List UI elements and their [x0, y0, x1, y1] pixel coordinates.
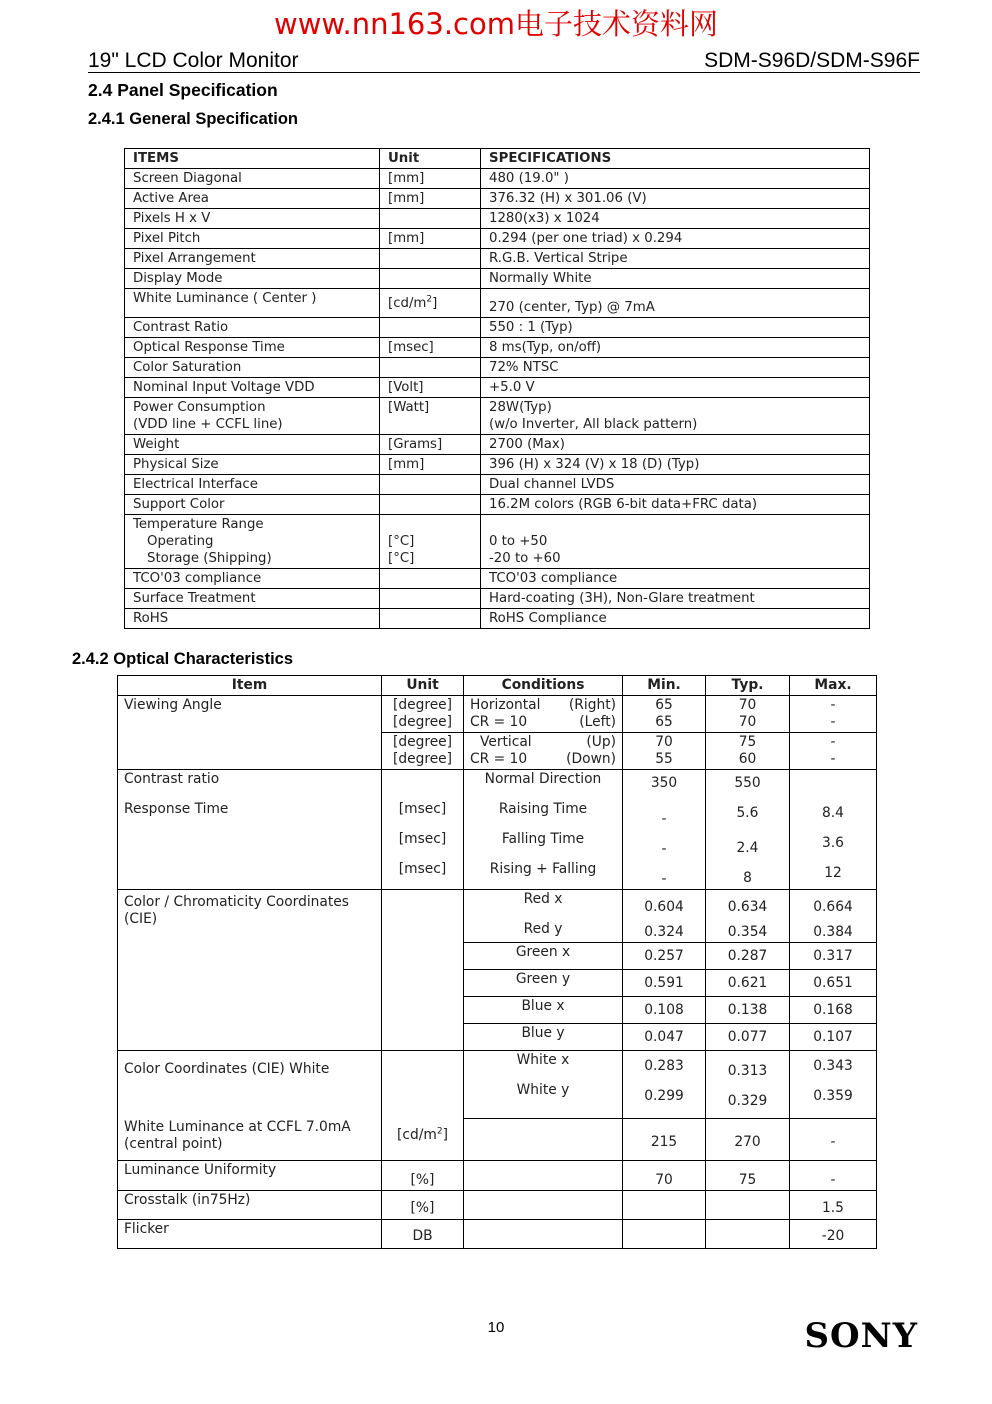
col-max: Max.: [790, 676, 877, 696]
spec-unit: [380, 249, 481, 269]
chroma-cond: Blue x: [464, 997, 623, 1024]
spec-item: Electrical Interface: [125, 475, 380, 495]
chroma-min: 0.591: [623, 970, 706, 997]
spec-value: 550 : 1 (Typ): [481, 318, 870, 338]
table-row: [125, 169, 870, 189]
uniformity-item: Luminance Uniformity: [118, 1161, 382, 1191]
viewing-h-min: 65 65: [623, 696, 706, 733]
spec-item: Screen Diagonal: [125, 169, 380, 189]
section-title: 2.4 Panel Specification: [88, 80, 278, 100]
col-typ: Typ.: [706, 676, 790, 696]
white-coord-min: 0.283 0.299: [623, 1051, 706, 1119]
spec-item: Color Saturation: [125, 358, 380, 378]
general-spec-table: [124, 148, 870, 629]
white-coord-unit: [382, 1051, 464, 1119]
chroma-cond: Green y: [464, 970, 623, 997]
spec-item: Physical Size: [125, 455, 380, 475]
spec-value: 396 (H) x 324 (V) x 18 (D) (Typ): [481, 455, 870, 475]
chroma-cond: Red x Red y: [464, 890, 623, 943]
spec-unit: $[cd/m^2]$: [380, 289, 481, 318]
spec-value: 2700 (Max): [481, 435, 870, 455]
table-row: [125, 318, 870, 338]
table-row: [118, 770, 877, 890]
viewing-v-max: - -: [790, 733, 877, 770]
table-row: [125, 435, 870, 455]
chroma-min: 0.108: [623, 997, 706, 1024]
col-items: ITEMS: [125, 149, 380, 169]
spec-unit: [Watt]: [380, 398, 481, 435]
spec-unit: [Volt]: [380, 378, 481, 398]
table-row: [125, 378, 870, 398]
spec-unit: [mm]: [380, 229, 481, 249]
spec-unit: [mm]: [380, 189, 481, 209]
table-row: [125, 358, 870, 378]
viewing-angle-vertical: Vertical (Up) CR = 10 (Down): [464, 733, 623, 770]
table-row: [118, 890, 877, 943]
spec-unit: [380, 209, 481, 229]
white-luminance-max: -: [790, 1118, 877, 1161]
white-luminance-cond: [464, 1118, 623, 1161]
spec-value: 8 ms(Typ, on/off): [481, 338, 870, 358]
crosstalk-max: 1.5: [790, 1191, 877, 1220]
crosstalk-item: Crosstalk (in75Hz): [118, 1191, 382, 1220]
spec-unit: [380, 495, 481, 515]
table-row: [125, 589, 870, 609]
col-conditions: Conditions: [464, 676, 623, 696]
table-row: [125, 515, 870, 569]
viewing-v-typ: 75 60: [706, 733, 790, 770]
contrast-response-min: 350 - - -: [623, 770, 706, 890]
flicker-item: Flicker: [118, 1220, 382, 1249]
table-row: [118, 733, 877, 770]
chroma-max: 0.317: [790, 943, 877, 970]
flicker-max: -20: [790, 1220, 877, 1249]
chroma-typ: 0.287: [706, 943, 790, 970]
page-number: 10: [487, 1319, 505, 1336]
spec-unit: [380, 318, 481, 338]
spec-item: Pixels H x V: [125, 209, 380, 229]
col-specifications: SPECIFICATIONS: [481, 149, 870, 169]
spec-item: Pixel Arrangement: [125, 249, 380, 269]
sony-logo: SONY: [804, 1316, 918, 1356]
table-row: [125, 229, 870, 249]
chroma-typ: 0.621: [706, 970, 790, 997]
white-coord-typ: 0.313 0.329: [706, 1051, 790, 1119]
spec-unit: [380, 589, 481, 609]
col-min: Min.: [623, 676, 706, 696]
spec-value: 480 (19.0" ): [481, 169, 870, 189]
spec-value: Normally White: [481, 269, 870, 289]
spec-item: Active Area: [125, 189, 380, 209]
table-row: [118, 1051, 877, 1119]
chroma-max: 0.651: [790, 970, 877, 997]
response-max: 8.4 3.6 12: [790, 770, 877, 890]
table-row: [125, 249, 870, 269]
white-coord-conds: White x White y: [464, 1051, 623, 1119]
table-row: [118, 1118, 877, 1161]
spec-item: RoHS: [125, 609, 380, 629]
crosstalk-unit: [%]: [382, 1191, 464, 1220]
spec-item: TCO'03 compliance: [125, 569, 380, 589]
table-row: [125, 475, 870, 495]
spec-value: TCO'03 compliance: [481, 569, 870, 589]
table-row: [118, 1220, 877, 1249]
contrast-response-item: [118, 770, 382, 890]
header-rule: [88, 72, 920, 73]
spec-item: Pixel Pitch: [125, 229, 380, 249]
table-row: [125, 289, 870, 318]
chroma-min: 0.604 0.324: [623, 890, 706, 943]
spec-unit: [°C] [°C]: [380, 515, 481, 569]
contrast-response-typ: 550 5.6 2.4 8: [706, 770, 790, 890]
white-coord-item: Color Coordinates (CIE) White: [118, 1051, 382, 1119]
spec-value: 28W(Typ) (w/o Inverter, All black pattern): [481, 398, 870, 435]
spec-item: Display Mode: [125, 269, 380, 289]
optical-title: 2.4.2 Optical Characteristics: [72, 650, 294, 668]
viewing-angle-unit: [degree] [degree]: [382, 696, 464, 733]
table-header-row: [118, 676, 877, 696]
white-luminance-typ: 270: [706, 1118, 790, 1161]
table-row: [125, 495, 870, 515]
chroma-typ: 0.634 0.354: [706, 890, 790, 943]
table-row: [125, 269, 870, 289]
spec-value: 1280(x3) x 1024: [481, 209, 870, 229]
spec-item: Nominal Input Voltage VDD: [125, 378, 380, 398]
spec-item: Surface Treatment: [125, 589, 380, 609]
crosstalk-typ: [706, 1191, 790, 1220]
spec-item: Weight: [125, 435, 380, 455]
flicker-typ: [706, 1220, 790, 1249]
uniformity-cond: [464, 1161, 623, 1191]
viewing-angle-unit: [degree] [degree]: [382, 733, 464, 770]
chroma-cond: Blue y: [464, 1024, 623, 1051]
flicker-min: [623, 1220, 706, 1249]
chroma-typ: 0.138: [706, 997, 790, 1024]
spec-item: Power Consumption (VDD line + CCFL line): [125, 398, 380, 435]
table-row: [125, 455, 870, 475]
flicker-cond: [464, 1220, 623, 1249]
table-row: [125, 398, 870, 435]
chroma-item: Color / Chromaticity Coordinates (CIE): [118, 890, 382, 1051]
white-coord-max: 0.343 0.359: [790, 1051, 877, 1119]
viewing-v-min: 70 55: [623, 733, 706, 770]
spec-value: 376.32 (H) x 301.06 (V): [481, 189, 870, 209]
viewing-h-max: - -: [790, 696, 877, 733]
spec-item: Support Color: [125, 495, 380, 515]
spec-item: Contrast Ratio: [125, 318, 380, 338]
spec-item: Optical Response Time: [125, 338, 380, 358]
spec-unit: [380, 569, 481, 589]
spec-value: RoHS Compliance: [481, 609, 870, 629]
spec-unit: [Grams]: [380, 435, 481, 455]
table-row: [118, 1161, 877, 1191]
table-row: [118, 696, 877, 733]
chroma-max: 0.168: [790, 997, 877, 1024]
spec-item: White Luminance ( Center ): [125, 289, 380, 318]
col-unit: Unit: [382, 676, 464, 696]
spec-unit: [mm]: [380, 169, 481, 189]
table-row: [125, 338, 870, 358]
col-item: Item: [118, 676, 382, 696]
spec-unit: [msec]: [380, 338, 481, 358]
table-row: [125, 209, 870, 229]
white-luminance-min: 215: [623, 1118, 706, 1161]
contrast-label: Contrast ratio: [124, 771, 220, 787]
chroma-typ: 0.077: [706, 1024, 790, 1051]
white-luminance-item: White Luminance at CCFL 7.0mA (central point): [118, 1118, 382, 1161]
col-unit: Unit: [380, 149, 481, 169]
table-row: [125, 609, 870, 629]
uniformity-min: 70: [623, 1161, 706, 1191]
table-header-row: [125, 149, 870, 169]
uniformity-typ: 75: [706, 1161, 790, 1191]
chroma-unit: [382, 890, 464, 1051]
white-luminance-unit: $[cd/m^2]$: [382, 1118, 464, 1161]
viewing-angle-blank: [118, 733, 382, 770]
spec-value: Hard-coating (3H), Non-Glare treatment: [481, 589, 870, 609]
spec-unit: [380, 475, 481, 495]
response-unit: [msec] [msec] [msec]: [382, 770, 464, 890]
spec-unit: [380, 269, 481, 289]
header-title: 19" LCD Color Monitor: [88, 49, 299, 72]
chroma-max: 0.664 0.384: [790, 890, 877, 943]
spec-value: Dual channel LVDS: [481, 475, 870, 495]
spec-item: Temperature Range Operating Storage (Shipping): [125, 515, 380, 569]
chroma-cond: Green x: [464, 943, 623, 970]
viewing-angle-horizontal: Horizontal (Right) CR = 10 (Left): [464, 696, 623, 733]
contrast-response-conditions: Normal Direction Raising Time Falling Time Rising + Falling: [464, 770, 623, 890]
crosstalk-min: [623, 1191, 706, 1220]
table-row: [125, 569, 870, 589]
table-row: [118, 1191, 877, 1220]
uniformity-unit: [%]: [382, 1161, 464, 1191]
response-label: Response Time: [124, 801, 229, 817]
watermark: www.nn163.com电子技术资料网: [274, 7, 718, 41]
spec-value: 16.2M colors (RGB 6-bit data+FRC data): [481, 495, 870, 515]
header-model: SDM-S96D/SDM-S96F: [704, 49, 920, 72]
viewing-h-typ: 70 70: [706, 696, 790, 733]
chroma-min: 0.047: [623, 1024, 706, 1051]
uniformity-max: -: [790, 1161, 877, 1191]
spec-unit: [380, 609, 481, 629]
chroma-min: 0.257: [623, 943, 706, 970]
table-row: [125, 189, 870, 209]
chroma-max: 0.107: [790, 1024, 877, 1051]
spec-value: R.G.B. Vertical Stripe: [481, 249, 870, 269]
flicker-unit: DB: [382, 1220, 464, 1249]
optical-table: [117, 675, 877, 1249]
spec-value: 0 to +50 -20 to +60: [481, 515, 870, 569]
spec-unit: [mm]: [380, 455, 481, 475]
spec-unit: [380, 358, 481, 378]
general-spec-title: 2.4.1 General Specification: [88, 110, 299, 128]
spec-value: 270 (center, Typ) @ 7mA: [481, 289, 870, 318]
viewing-angle-item: Viewing Angle: [118, 696, 382, 733]
crosstalk-cond: [464, 1191, 623, 1220]
spec-value: +5.0 V: [481, 378, 870, 398]
spec-value: 0.294 (per one triad) x 0.294: [481, 229, 870, 249]
spec-value: 72% NTSC: [481, 358, 870, 378]
